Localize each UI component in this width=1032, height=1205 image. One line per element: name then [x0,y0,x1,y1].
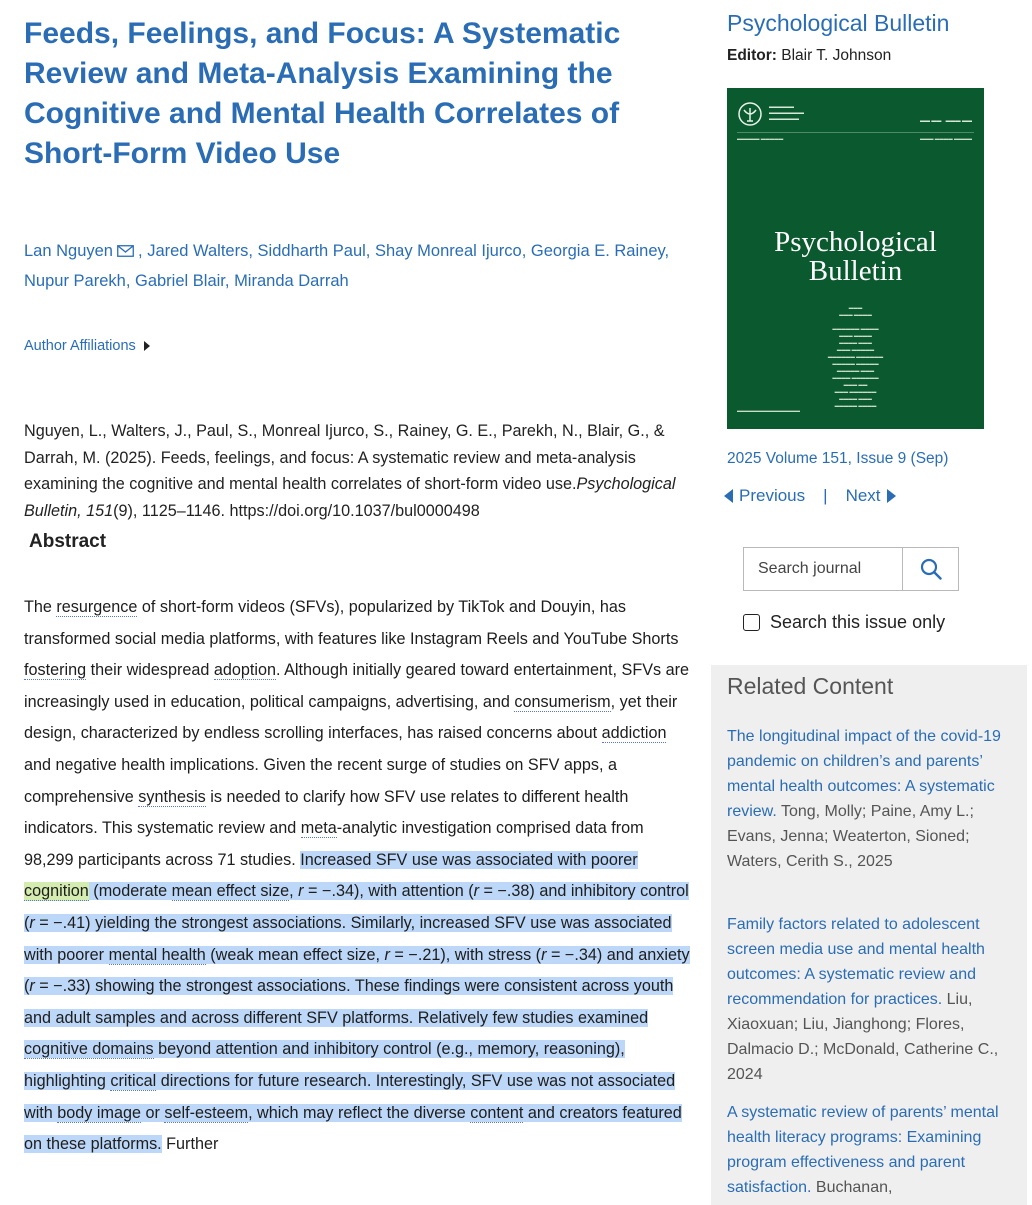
article-title: Feeds, Feelings, and Focus: A Systematic Review and Meta-Analysis Examining the Cognitive and Mental Health Correlates of Short-Form Video Use [24,17,621,170]
journal-name-link[interactable]: Psychological Bulletin [727,10,950,36]
glossary-term[interactable]: body image [57,1103,141,1122]
previous-article-button[interactable] [724,486,805,506]
caret-left-icon [724,489,733,503]
author-affiliations-label: Author Affiliations [24,338,136,354]
related-item-meta: Buchanan, [811,1179,893,1196]
author-separator: , [248,242,253,260]
related-item-meta: Tong, Molly; Paine, Amy L.; Evans, Jenna; Weaterton, Sioned; Waters, Cerith S., 2025 [727,803,974,870]
search-input[interactable] [744,548,902,590]
search-button[interactable] [902,548,958,590]
related-item-meta: Liu, Xiaoxuan; Liu, Jianghong; Flores, Dalmacio D.; McDonald, Catherine C., 2024 [727,991,999,1083]
author-link[interactable]: Nupur Parekh [24,272,126,290]
citation [24,418,689,524]
apa-logo-icon [737,102,763,126]
issue-navigation [724,486,896,506]
cover-volume-mark: ▬▬ ▬▬ ▬▬▬ ▬▬ [920,118,972,124]
editor-name: Blair T. Johnson [781,47,892,64]
glossary-term[interactable]: cognitive domains [24,1040,154,1059]
search-icon [920,558,942,580]
nav-divider: | [823,486,828,505]
caret-right-icon [887,489,896,503]
journal-search [743,547,959,591]
journal-editor [727,47,891,65]
author-link[interactable]: Lan Nguyen [24,242,113,260]
search-issue-only-label: Search this issue only [770,612,946,632]
glossary-term[interactable]: resurgence [56,598,138,616]
related-item [727,912,1017,1087]
glossary-term[interactable]: content [470,1103,524,1122]
author-link[interactable]: Gabriel Blair [135,272,225,290]
glossary-term[interactable]: meta [300,819,337,838]
citation-journal: Psychological Bulletin, 151 [24,475,676,520]
abstract-text: The resurgence of short-form videos (SFVs), popularized by TikTok and Douyin, has transformed social media platforms, with features like Instagram Reels and YouTube Shorts fostering their widespread adoption. Although initially geared toward entertainment, SFVs are increasingly used in education, political campaigns, advertising, and consumerism, yet their design, characterized by endless scrolling interfaces, has raised concerns about addiction and negative health implications. Given the recent surge of studies on SFV apps, a comprehensive synthesis is needed to clarify how SFV use relates to different health indicators. This systematic review and meta-analytic investigation comprised data from 98,299 participants across 71 studies. Increased SFV use was associated with poorer cognition (moderate mean effect size, r = −.34), with attention (r = −.38) and inhibitory control (r = −.41) yielding the strongest associations. Similarly, increased SFV use was associated with poorer mental health (weak mean effect size, r = −.21), with stress (r = −.34) and anxiety (r = −.33) showing the strongest associations. These findings were consistent across youth and adult samples and across different SFV platforms. Relatively few studies examined cognitive domains beyond attention and inhibitory control (e.g., memory, reasoning), highlighting critical directions for future research. Interestingly, SFV use was not associated with body image or self-esteem, which may reflect the diverse content and creators featured on these platforms. Further [24,598,690,1154]
author-link[interactable]: Siddharth Paul [257,242,366,260]
glossary-term[interactable]: mental health [108,945,206,964]
glossary-term[interactable]: self-esteem [164,1103,249,1122]
mail-icon[interactable] [117,245,134,257]
author-separator: , [365,242,371,260]
related-content-panel [711,665,1027,1205]
author-separator: , [521,242,527,260]
glossary-term[interactable]: mean effect size [171,882,290,901]
related-content-heading: Related Content [727,673,894,699]
citation-tail: (9), 1125–1146. https://doi.org/10.1037/bul0000498 [113,501,480,520]
selected-text: Increased SFV use was associated with poorer cognition (moderate mean effect size, r = −.34), with attention (r = −.38) and inhibitory control (r = −.41) yielding the strongest associations. Similarly, increased SFV use was associated with poorer mental health (weak mean effect size, r = −.21), with stress (r = −.34) and anxiety (r = −.33) showing the strongest associations. These findings were consistent across youth and adult samples and across different SFV platforms. Relatively few studies examined cognitive domains beyond attention and inhibitory control (e.g., memory, reasoning), highlighting critical directions for future research. Interestingly, SFV use was not associated with body image or self-esteem, which may reflect the diverse content and creators featured on these platforms. [24,850,690,1154]
author-separator: , [664,242,670,260]
cover-issn-mark: ▬▬▬ ▬▬▬▬ ▬▬▬▬ [919,136,972,141]
cover-rule [737,132,974,133]
glossary-term[interactable]: addiction [601,724,667,743]
related-item [727,1100,1017,1200]
next-article-button[interactable] [846,486,896,506]
cover-publisher-mark: ▬▬▬▬▬ ▬▬▬▬▬▬▬ ▬▬▬▬▬▬ [769,104,804,122]
related-item-link[interactable]: Family factors related to adolescent screen media use and mental health outcomes: A systematic review and recommendation for practices. [727,916,985,1008]
author-affiliations-toggle[interactable] [24,338,150,354]
search-issue-only-option[interactable] [743,612,945,633]
cover-editor-list: ▬▬▬ ▬▬▬ ▬▬▬▬ ▬▬▬▬▬▬ ▬▬▬▬ ▬▬▬ ▬▬▬▬ ▬▬▬▬ ▬▬▬ ▬▬▬ ▬▬▬▬▬ ▬▬▬▬▬▬ ▬▬▬▬▬▬ ▬▬▬▬▬ ▬▬▬▬▬ ▬▬▬▬▬ ▬▬▬ ▬▬▬▬ ▬▬▬▬▬▬ ▬▬▬ ▬▬ ▬▬▬ ▬▬▬▬▬▬ ▬▬▬▬ ▬▬▬ ▬▬▬▬▬ ▬▬▬▬ [827,305,884,408]
related-item-link[interactable]: The longitudinal impact of the covid-19 pandemic on children’s and parents’ mental health outcomes: A systematic review. [727,728,1001,820]
caret-right-icon [144,341,150,351]
author-separator: , [125,272,131,290]
related-item-link[interactable]: A systematic review of parents’ mental health literacy programs: Examining program effectiveness and parent satisfaction. [727,1104,999,1196]
author-link[interactable]: Georgia E. Rainey [530,242,665,260]
glossary-term[interactable]: consumerism [514,692,611,711]
glossary-term[interactable]: fostering [24,661,87,680]
author-link[interactable]: Shay Monreal Ijurco [374,242,522,260]
author-link[interactable]: Miranda Darrah [234,272,349,290]
next-label: Next [845,486,881,505]
issue-link[interactable]: 2025 Volume 151, Issue 9 (Sep) [727,450,949,467]
author-separator: , [224,272,230,290]
glossary-term[interactable]: adoption [213,661,276,680]
author-link[interactable]: Jared Walters [147,242,249,260]
abstract-heading: Abstract [29,531,107,552]
journal-cover-image[interactable] [727,88,984,429]
cover-frequency-mark: ▬▬▬▬▬ ▬▬▬▬▬ [737,136,784,141]
author-separator: , [138,242,143,260]
glossary-term[interactable]: critical [110,1071,157,1090]
cover-title: Psychological Bulletin [774,226,937,287]
editor-label: Editor: [727,47,777,64]
glossary-term[interactable]: synthesis [138,787,206,806]
previous-label: Previous [739,486,806,505]
cover-url-mark: ▬▬▬▬▬▬▬▬▬▬▬▬▬▬ [737,408,800,413]
search-issue-only-checkbox[interactable] [743,614,760,631]
citation-text: Nguyen, L., Walters, J., Paul, S., Monreal Ijurco, S., Rainey, G. E., Parekh, N., Blair, G., & Darrah, M. (2025). Feeds, feelings, and focus: A systematic review and meta-analysis examining the cognitive and mental health correlates of short-form video use. [24,422,665,493]
author-list [24,236,684,296]
glossary-term[interactable]: cognition [24,882,89,901]
related-item [727,724,1017,874]
